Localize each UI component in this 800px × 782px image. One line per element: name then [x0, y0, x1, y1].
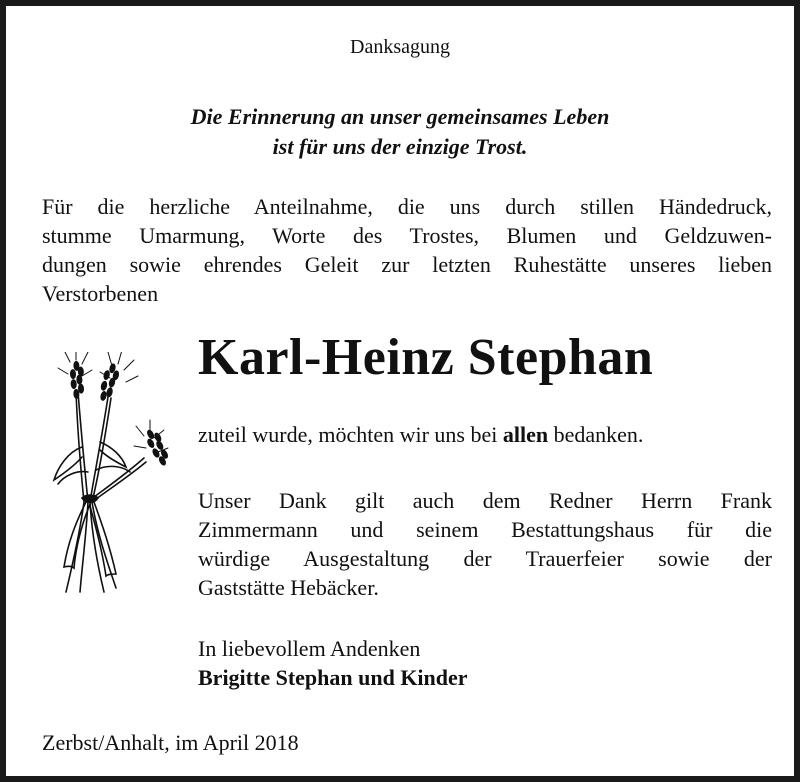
salutation: In liebevollem Andenken	[198, 636, 421, 661]
deceased-name: Karl-Heinz Stephan	[198, 329, 654, 386]
motto	[6, 102, 794, 162]
intro-line-2: stumme Umarmung, Worte des Trostes, Blumen und Geldzuwen-	[42, 223, 772, 248]
thanks-line-4: Gaststätte Hebäcker.	[198, 575, 379, 600]
thanks-line-1: Unser Dank gilt auch dem Redner Herrn Frank	[198, 488, 772, 513]
intro-line-3: dungen sowie ehrendes Geleit zur letzten Ruhestätte unseres lieben	[42, 252, 772, 277]
motto-line-2: ist für uns der einzige Trost.	[272, 134, 528, 159]
thanks-all-emphasis: allen	[502, 422, 549, 447]
intro-paragraph	[42, 192, 772, 308]
signature: Brigitte Stephan und Kinder	[198, 665, 468, 690]
thanks-paragraph	[198, 486, 772, 602]
thanks-all	[198, 420, 772, 449]
intro-line-4: Verstorbenen	[42, 281, 159, 306]
notice-title: Danksagung	[350, 36, 450, 58]
wheat-sheaf-icon	[46, 352, 171, 600]
closing	[198, 634, 772, 692]
thanks-all-before: zuteil wurde, möchten wir uns bei	[198, 422, 503, 447]
thanks-all-after: bedanken.	[548, 422, 644, 447]
thanks-line-3: würdige Ausgestaltung der Trauerfeier sowie der	[198, 546, 772, 571]
motto-line-1: Die Erinnerung an unser gemeinsames Leben	[190, 104, 610, 129]
place-date: Zerbst/Anhalt, im April 2018	[42, 730, 299, 755]
thanks-line-2: Zimmermann und seinem Bestattungshaus für die	[198, 517, 772, 542]
intro-line-1: Für die herzliche Anteilnahme, die uns durch stillen Händedruck,	[42, 194, 772, 219]
